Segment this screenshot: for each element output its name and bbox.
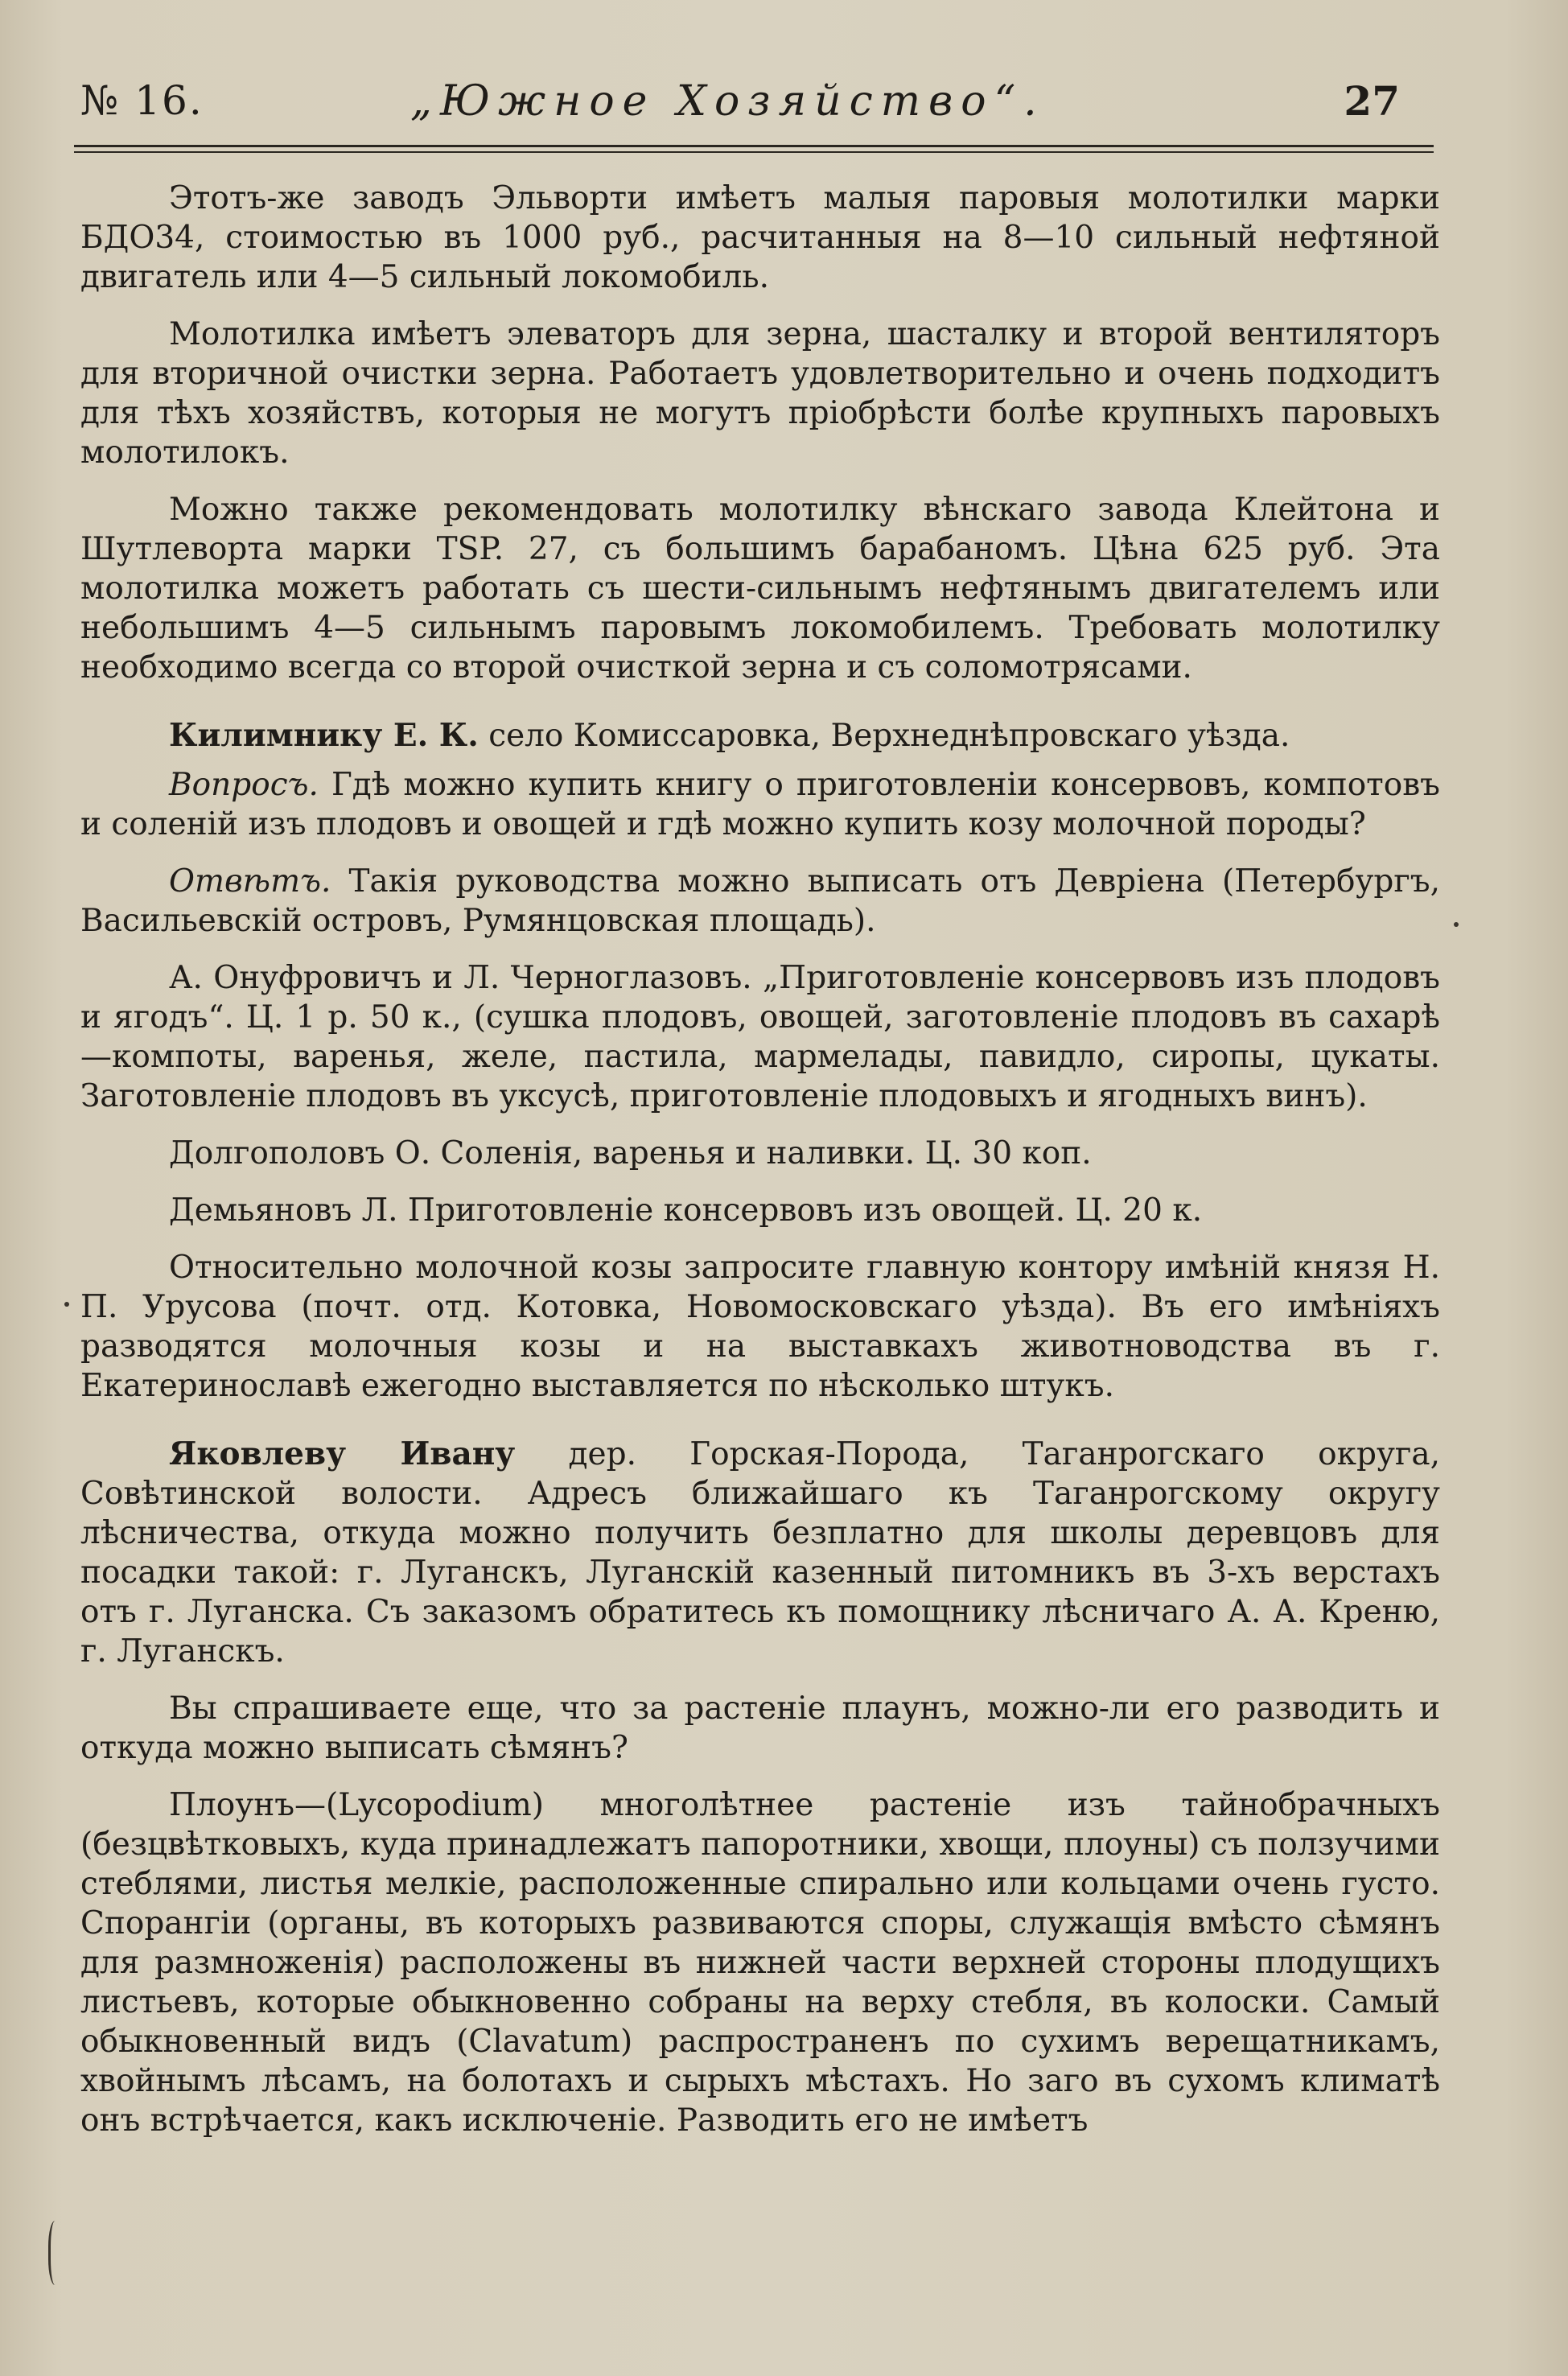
paragraph-addressee-kilimnik bbox=[80, 716, 1440, 756]
issue-number: № 16. bbox=[80, 77, 204, 124]
answer-label: Отвѣтъ. bbox=[169, 863, 331, 900]
paragraph-question bbox=[80, 765, 1440, 844]
margin-mark bbox=[48, 2221, 65, 2285]
paragraph-addressee-yakovlev bbox=[80, 1435, 1440, 1671]
header-rule-top bbox=[74, 145, 1434, 147]
addressee-text: дер. Горская-Порода, Таганрогскаго округа, Совѣтинской волости. Адресъ ближайшаго къ Таганрогскому округу лѣсничества, откуда можно получить безплатно для школы деревцовъ для посадки такой: г. Луганскъ, Луганскій казенный питомникъ въ 3-хъ верстахъ отъ г. Луганска. Съ заказомъ обратитесь къ помощнику лѣсничаго А. А. Креню, г. Луганскъ. bbox=[80, 1436, 1440, 1670]
addressee-name: Килимнику Е. К. bbox=[169, 717, 479, 754]
question-text: Гдѣ можно купить книгу о приготовленіи консервовъ, компотовъ и соленій изъ плодовъ и овощей и гдѣ можно купить козу молочной породы? bbox=[80, 767, 1440, 842]
paragraph-book-onufrovich bbox=[80, 958, 1440, 1116]
paragraph-text: Вы спрашиваете еще, что за растеніе плаунъ, можно-ли его разводить и откуда можно выписать сѣмянъ? bbox=[80, 1690, 1440, 1766]
paragraph-text: Демьяновъ Л. Приготовленіе консервовъ изъ овощей. Ц. 20 к. bbox=[169, 1192, 1203, 1229]
paragraph-clayton-thresher bbox=[80, 490, 1440, 687]
paragraph-elworthy-small-threshers bbox=[80, 179, 1440, 297]
paragraph-answer bbox=[80, 862, 1440, 941]
addressee-location: село Комиссаровка, Верхнеднѣпровскаго уѣзда. bbox=[478, 718, 1290, 754]
paragraph-text: Плоунъ—(Lycopodium) многолѣтнее растеніе изъ тайнобрачныхъ (безцвѣтковыхъ, куда принадлежатъ папоротники, хвощи, плоуны) съ ползучими стеблями, листья мелкіе, расположенные спирально или кольцами очень густо. Спорангіи (органы, въ которыхъ развиваются споры, служащія вмѣсто сѣмянъ для размноженія) расположены въ нижней части верхней стороны плодущихъ листьевъ, которые обыкновенно собраны на верху стебля, въ колоски. Самый обыкновенный видъ (Clavatum) распространенъ по сухимъ верещатникамъ, хвойнымъ лѣсамъ, на болотахъ и сырыхъ мѣстахъ. Но заго въ сухомъ климатѣ онъ встрѣчается, какъ исключеніе. Разводить его не имѣетъ bbox=[80, 1787, 1440, 2139]
running-header bbox=[80, 77, 1400, 142]
paragraph-plaun-question bbox=[80, 1689, 1440, 1768]
margin-dot bbox=[64, 1302, 69, 1307]
addressee-name: Яковлеву Ивану bbox=[169, 1435, 516, 1472]
journal-title: „Южное Хозяйство“. bbox=[410, 77, 1045, 126]
paragraph-lycopodium bbox=[80, 1785, 1440, 2140]
paragraph-text: Можно также рекомендовать молотилку вѣнскаго завода Клейтона и Шутлеворта марки TSP. 27, съ большимъ барабаномъ. Цѣна 625 руб. Эта молотилка можетъ работать съ шести-сильнымъ нефтянымъ двигателемъ или небольшимъ 4—5 сильнымъ паровымъ локомобилемъ. Требовать молотилку необходимо всегда со второй очисткой зерна и съ соломотрясами. bbox=[80, 492, 1440, 686]
paragraph-text: Относительно молочной козы запросите главную контору имѣній князя Н. П. Урусова (почт. отд. Котовка, Новомосковскаго уѣзда). Въ его имѣніяхъ разводятся молочныя козы и на выставкахъ животноводства въ г. Екатеринославѣ ежегодно выставляется по нѣсколько штукъ. bbox=[80, 1250, 1440, 1404]
paragraph-thresher-features bbox=[80, 315, 1440, 472]
paragraph-book-demyanov bbox=[80, 1191, 1440, 1230]
page-number: 27 bbox=[1344, 77, 1400, 125]
article-body bbox=[80, 179, 1440, 2158]
paragraph-text: Этотъ-же заводъ Эльворти имѣетъ малыя паровыя молотилки марки БДО34, стоимостью въ 1000 руб., расчитанныя на 8—10 сильный нефтяной двигатель или 4—5 сильный локомобиль. bbox=[80, 180, 1440, 295]
paragraph-book-dolgopolov bbox=[80, 1134, 1440, 1173]
paragraph-text: Долгополовъ О. Соленія, варенья и наливки. Ц. 30 коп. bbox=[169, 1135, 1092, 1172]
margin-dot bbox=[1454, 922, 1459, 927]
answer-text: Такія руководства можно выписать отъ Девріена (Петербургъ, Васильевскій островъ, Румянцовская площадь). bbox=[80, 863, 1440, 939]
paragraph-text: Молотилка имѣетъ элеваторъ для зерна, шасталку и второй вентиляторъ для вторичной очистки зерна. Работаетъ удовлетворительно и очень подходитъ для тѣхъ хозяйствъ, которыя не могутъ пріобрѣсти болѣе крупныхъ паровыхъ молотилокъ. bbox=[80, 316, 1440, 471]
header-rule-bottom bbox=[74, 151, 1434, 153]
question-label: Вопросъ. bbox=[169, 767, 319, 803]
paragraph-text: А. Онуфровичъ и Л. Черноглазовъ. „Приготовленіе консервовъ изъ плодовъ и ягодъ“. Ц. 1 р. 50 к., (сушка плодовъ, овощей, заготовленіе плодовъ въ сахарѣ—компоты, варенья, желе, пастила, мармелады, павидло, сиропы, цукаты. Заготовленіе плодовъ въ уксусѣ, приготовленіе плодовыхъ и ягодныхъ винъ). bbox=[80, 960, 1440, 1114]
paragraph-dairy-goats bbox=[80, 1248, 1440, 1406]
